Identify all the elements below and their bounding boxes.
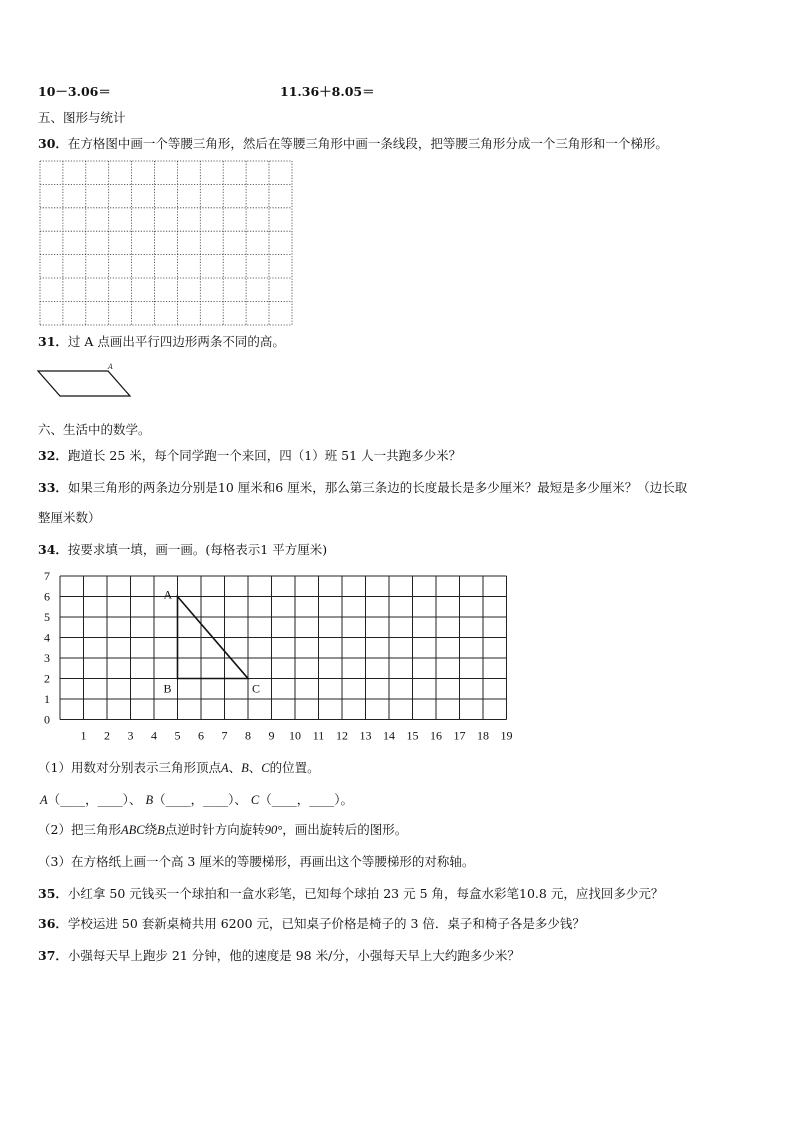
coordinate-answer-line — [40, 792, 353, 808]
y-tick-label: 1 — [44, 692, 50, 706]
section-5-title: 五、图形与统计 — [38, 110, 126, 125]
y-tick-label: 3 — [44, 651, 50, 665]
x-tick-label: 4 — [151, 728, 157, 743]
question-36 — [38, 916, 585, 932]
var-b: B — [241, 761, 249, 775]
x-tick-label: 5 — [174, 728, 181, 743]
question-31 — [38, 334, 285, 350]
question-text: 小红拿 50 元钱买一个球拍和一盒水彩笔，已知每个球拍 23 元 5 角，每盒水彩笔10.8 元，应找回多少元？ — [67, 886, 664, 901]
question-number: 36． — [38, 916, 68, 931]
q34-sub1 — [38, 760, 320, 776]
x-tick-label: 11 — [312, 728, 325, 743]
comma: ， — [85, 792, 98, 807]
paren-open: （ — [153, 792, 166, 807]
x-tick-label: 14 — [383, 728, 395, 743]
x-tick-label: 3 — [127, 728, 134, 743]
question-35 — [38, 886, 663, 902]
calc-1: 10－3.06＝ — [38, 84, 111, 99]
var-c: C — [261, 761, 270, 775]
question-text: 过 A 点画出平行四边形两条不同的高。 — [67, 334, 285, 349]
question-text: 如果三角形的两条边分别是10 厘米和6 厘米，那么第三条边的长度最长是多少厘米？最短是多少厘米？（边长取 — [67, 480, 688, 495]
paren-close: ） — [334, 792, 341, 807]
y-tick-label: 2 — [44, 671, 50, 686]
var-b: B — [145, 793, 154, 807]
question-text: 按要求填一填，画一画。(每格表示1 平方厘米) — [67, 542, 328, 557]
question-text: 小强每天早上跑步 21 分钟，他的速度是 98 米/分，小强每天早上大约跑多少米？ — [67, 948, 520, 963]
period: 。 — [340, 792, 354, 807]
y-tick-label: 5 — [44, 610, 50, 624]
var-a: A — [220, 761, 229, 775]
x-tick-label: 6 — [198, 728, 204, 743]
question-33 — [38, 480, 687, 496]
question-number: 35． — [38, 886, 68, 901]
q34-sub2 — [38, 822, 407, 838]
coordinate-grid — [30, 566, 530, 746]
paren-close: ） — [122, 792, 129, 807]
dotted-grid — [40, 161, 292, 325]
sub2-mid2: 点逆时针方向旋转 — [164, 822, 265, 837]
x-tick-label: 1 — [80, 728, 87, 743]
blank-a-x[interactable]: ____ — [60, 792, 86, 807]
parallelogram-figure — [34, 362, 134, 398]
point-a-label: A — [108, 363, 114, 371]
blank-a-y[interactable]: ____ — [97, 792, 123, 807]
y-axis-labels — [44, 569, 50, 727]
question-30 — [38, 136, 668, 152]
grid-lines — [60, 576, 507, 720]
x-tick-label: 7 — [221, 728, 228, 743]
sub2-mid: 绕 — [144, 822, 158, 837]
dotted-grid-lines — [40, 161, 292, 325]
question-text: 在方格图中画一个等腰三角形，然后在等腰三角形中画一条线段，把等腰三角形分成一个三角形和一个梯形。 — [67, 136, 668, 151]
var-a: A — [40, 793, 48, 807]
q34-sub3: （3）在方格纸上画一个高 3 厘米的等腰梯形，再画出这个等腰梯形的对称轴。 — [38, 854, 475, 869]
sep: 、 — [248, 760, 262, 775]
y-tick-label: 6 — [44, 589, 50, 604]
x-tick-label: 18 — [477, 728, 489, 743]
y-tick-label: 0 — [44, 712, 50, 727]
question-number: 31． — [38, 334, 68, 349]
blank-b-x[interactable]: ____ — [165, 792, 191, 807]
vertex-b-label: B — [163, 681, 172, 696]
x-tick-label: 2 — [104, 728, 110, 743]
section-6-title: 六、生活中的数学。 — [38, 422, 151, 437]
y-tick-label: 4 — [44, 630, 50, 645]
sub1-suffix: 的位置。 — [269, 760, 320, 775]
x-tick-label: 16 — [430, 728, 442, 743]
x-tick-label: 9 — [268, 728, 275, 743]
question-text: 学校运进 50 套新桌椅共用 6200 元，已知桌子价格是椅子的 3 倍．桌子和椅子各是多少钱？ — [67, 916, 585, 931]
sep: 、 — [228, 760, 242, 775]
sub2-suffix: ，画出旋转后的图形。 — [282, 822, 408, 837]
vertex-a-label: A — [163, 587, 173, 602]
x-tick-label: 15 — [406, 728, 419, 743]
comma: ， — [296, 792, 310, 807]
paren-close: ） — [228, 792, 235, 807]
question-34 — [38, 542, 327, 558]
angle-90: 90° — [264, 823, 283, 837]
var-abc: ABC — [120, 823, 145, 837]
y-tick-label: 7 — [44, 569, 50, 583]
question-33-cont: 整厘米数） — [38, 510, 101, 525]
paren-open: （ — [47, 792, 61, 807]
comma: ， — [190, 792, 204, 807]
question-number: 33． — [38, 480, 68, 495]
x-axis-labels — [81, 729, 513, 743]
question-number: 34． — [38, 542, 68, 557]
paren-open: （ — [259, 792, 272, 807]
x-tick-label: 17 — [453, 728, 466, 743]
blank-c-x[interactable]: ____ — [271, 792, 297, 807]
vertex-c-label: C — [252, 681, 261, 696]
blank-c-y[interactable]: ____ — [309, 792, 335, 807]
calc-2: 11.36＋8.05＝ — [280, 84, 375, 99]
sep: 、 — [128, 792, 142, 807]
question-number: 32． — [38, 448, 68, 463]
sub1-prefix: （1）用数对分别表示三角形顶点 — [38, 760, 221, 775]
parallelogram — [38, 371, 130, 396]
x-tick-label: 12 — [336, 728, 348, 743]
triangle-abc — [164, 588, 261, 696]
var-b: B — [157, 823, 165, 837]
blank-b-y[interactable]: ____ — [203, 792, 229, 807]
var-c: C — [250, 793, 260, 807]
question-32 — [38, 448, 461, 464]
sep: 、 — [234, 792, 247, 807]
x-tick-label: 13 — [359, 728, 372, 743]
x-tick-label: 8 — [245, 728, 251, 743]
sub2-prefix: （2）把三角形 — [38, 822, 121, 837]
x-tick-label: 19 — [500, 728, 513, 743]
question-text: 跑道长 25 米，每个同学跑一个来回，四（1）班 51 人一共跑多少米？ — [67, 448, 462, 463]
question-number: 30． — [38, 136, 68, 151]
question-number: 37． — [38, 948, 68, 963]
x-tick-label: 10 — [289, 728, 301, 743]
question-37 — [38, 948, 520, 964]
